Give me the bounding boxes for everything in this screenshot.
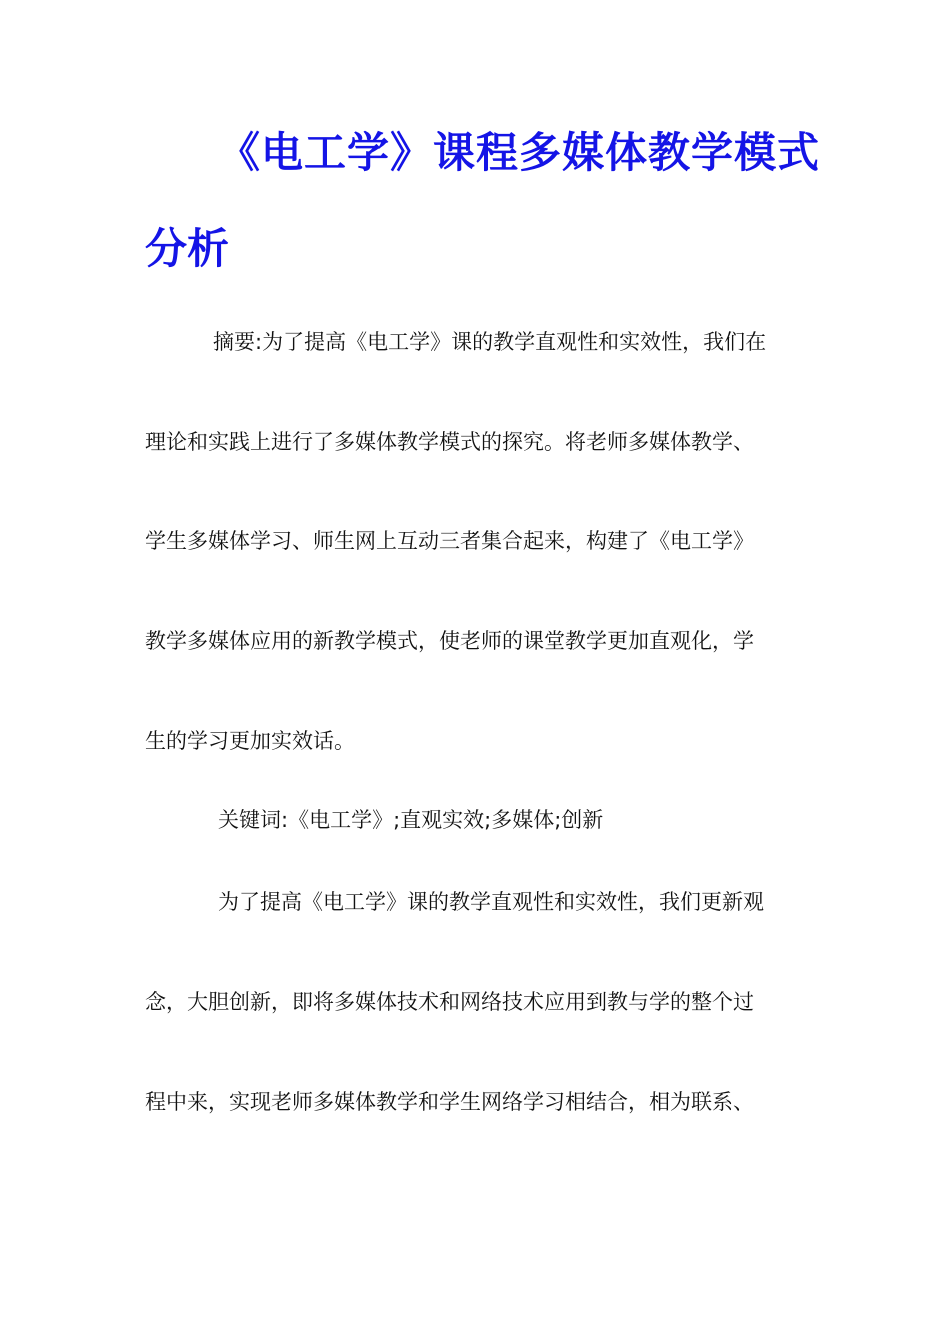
abstract-line-3: 学生多媒体学习、师生网上互动三者集合起来，构建了《电工学》 — [145, 529, 754, 553]
keywords-line: 关键词:《电工学》;直观实效;多媒体;创新 — [218, 808, 604, 832]
abstract-line-1: 摘要:为了提高《电工学》课的教学直观性和实效性，我们在 — [213, 330, 767, 354]
body-line-2: 念，大胆创新，即将多媒体技术和网络技术应用到教与学的整个过 — [145, 990, 754, 1014]
document-title-line-2: 分析 — [145, 224, 230, 273]
abstract-line-2: 理论和实践上进行了多媒体教学模式的探究。将老师多媒体教学、 — [145, 430, 754, 454]
body-line-1: 为了提高《电工学》课的教学直观性和实效性，我们更新观 — [218, 890, 764, 914]
document-title-line-1: 《电工学》课程多媒体教学模式 — [218, 128, 821, 177]
body-line-3: 程中来，实现老师多媒体教学和学生网络学习相结合，相为联系、 — [145, 1090, 754, 1114]
abstract-line-4: 教学多媒体应用的新教学模式，使老师的课堂教学更加直观化，学 — [145, 629, 754, 653]
abstract-line-5: 生的学习更加实效话。 — [145, 729, 355, 753]
